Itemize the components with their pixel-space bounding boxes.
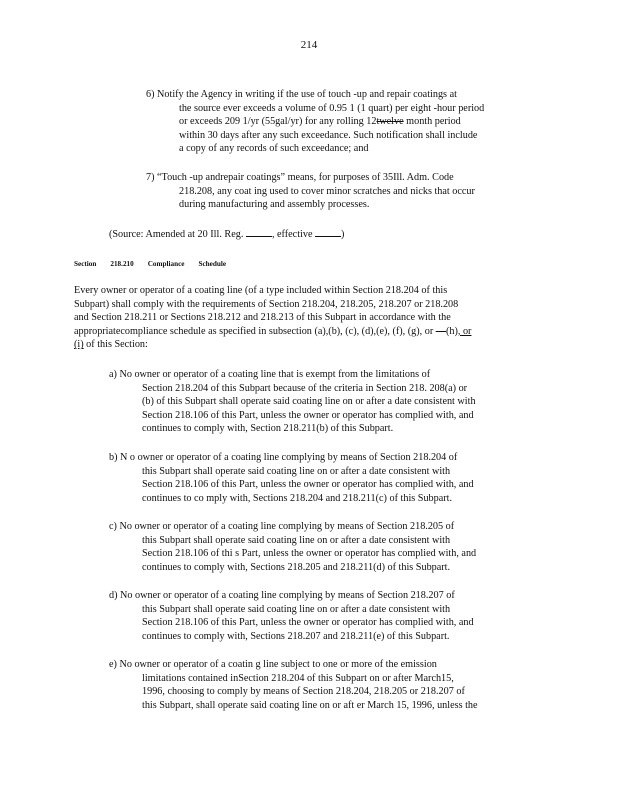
source-note	[109, 227, 344, 242]
text-line: continues to comply with, Section 218.211(b) of this Subpart.	[142, 423, 394, 435]
subsection-c	[109, 520, 476, 574]
text-line: Section 218.106 of this Part, unless the owner or operator has complied with, and	[142, 409, 474, 421]
struck-text: —	[435, 325, 446, 337]
text-line: 218.208, any coat ing used to cover minor scratches and nicks that occur	[179, 185, 475, 197]
item-7-touch-up-definition	[146, 171, 475, 212]
text-line: continues to comply with, Sections 218.205 and 218.211(d) of this Subpart.	[142, 561, 451, 573]
text-line: and Section 218.211 or Sections 218.212 and 218.213 of this Subpart in accordance with the	[74, 312, 451, 324]
section-title: Schedule	[198, 260, 227, 268]
text-line: this Subpart shall operate said coating line on or after a date consistent with	[142, 534, 451, 546]
text-line: (b) of this Subpart shall operate said coating line on or after a date consistent with	[142, 396, 476, 408]
inserted-text: , or	[457, 325, 472, 337]
text-segment: or exceeds 209 1/yr (55gal/yr) for any rolling 12	[179, 116, 377, 128]
section-title: Compliance	[147, 260, 185, 268]
text-line: this Subpart shall operate said coating line on or after a date consistent with	[142, 603, 451, 615]
text-line: a copy of any records of such exceedance; and	[179, 143, 369, 155]
text-line: within 30 days after any such exceedance. Such notification shall include	[179, 129, 478, 141]
text-line: d) No owner or operator of a coating line complying by means of Section 218.207 of	[109, 590, 455, 601]
text-segment: of this Section:	[83, 339, 148, 351]
inserted-text: (i)	[74, 339, 84, 351]
text-line: limitations contained inSection 218.204 of this Subpart on or after March15,	[142, 672, 454, 684]
subsection-a	[109, 368, 476, 436]
text-segment: , effective	[271, 229, 313, 240]
text-line: Section 218.204 of this Subpart because of the criteria in Section 218. 208(a) or	[142, 382, 468, 394]
text-line: c) No owner or operator of a coating line complying by means of Section 218.205 of	[109, 521, 455, 532]
text-line: Section 218.106 of this Part, unless the owner or operator has complied with, and	[142, 479, 474, 491]
text-line: during manufacturing and assembly processes.	[179, 199, 370, 211]
text-line: Section 218.106 of this Part, unless the owner or operator has complied with, and	[142, 617, 474, 629]
text-line: b) N o owner or operator of a coating line complying by means of Section 218.204 of	[109, 452, 458, 463]
text-line: 6) Notify the Agency in writing if the use of touch -up and repair coatings at	[146, 89, 457, 100]
section-number: 218.210	[110, 260, 134, 268]
text-line: e) No owner or operator of a coatin g line subject to one or more of the emission	[109, 659, 437, 670]
text-segment: (h)	[445, 325, 458, 337]
text-line	[74, 325, 471, 339]
text-line: continues to comply with, Sections 218.207 and 218.211(e) of this Subpart.	[142, 630, 450, 642]
text-line: this Subpart shall operate said coating line on or after a date consistent with	[142, 465, 451, 477]
text-line	[74, 338, 471, 352]
text-line: Subpart) shall comply with the requirements of Section 218.204, 218.205, 218.207 or 218.208	[74, 298, 459, 310]
text-segment: month period	[406, 116, 461, 128]
text-line	[146, 115, 484, 129]
intro-paragraph	[74, 284, 471, 352]
section-heading	[74, 258, 226, 272]
text-line: 1996, choosing to comply by means of Section 218.204, 218.205 or 218.207 of	[142, 686, 465, 698]
text-line	[109, 227, 344, 242]
text-line: 7) “Touch -up andrepair coatings” means, for purposes of 35Ill. Adm. Code	[146, 172, 454, 183]
blank-line	[315, 227, 341, 237]
page-number: 214	[300, 39, 318, 51]
text-line: this Subpart, shall operate said coating line on or aft er March 15, 1996, unless the	[142, 699, 478, 711]
struck-text: twelve	[376, 116, 404, 128]
text-segment: )	[341, 229, 345, 240]
text-line: Section 218.106 of thi s Part, unless the owner or operator has complied with, and	[142, 548, 477, 560]
subsection-d	[109, 589, 474, 643]
section-label: Section	[74, 260, 97, 268]
text-line: a) No owner or operator of a coating line that is exempt from the limitations of	[109, 369, 431, 380]
text-segment: appropriatecompliance schedule as specified in subsection (a),(b), (c), (d),(e), (f), (g), or	[74, 325, 434, 337]
subsection-e	[109, 658, 478, 712]
item-6-notify-agency	[146, 88, 484, 156]
text-segment: (Source: Amended at 20 Ill. Reg.	[109, 229, 244, 240]
blank-line	[246, 227, 272, 237]
text-line: Every owner or operator of a coating line (of a type included within Section 218.204 of this	[74, 285, 448, 296]
subsection-b	[109, 451, 474, 505]
text-line: continues to co mply with, Sections 218.204 and 218.211(c) of this Subpart.	[142, 492, 453, 504]
text-line: the source ever exceeds a volume of 0.95 1 (1 quart) per eight -hour period	[179, 102, 485, 114]
